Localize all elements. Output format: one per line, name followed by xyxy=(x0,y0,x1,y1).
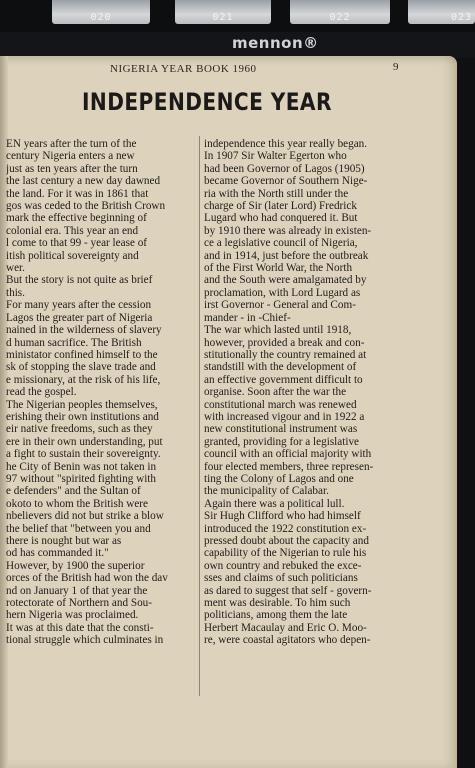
text-line: as dared to suggest that self - govern- xyxy=(204,584,372,597)
text-line: ment was desirable. To him such xyxy=(204,597,351,610)
right-column xyxy=(204,138,436,647)
running-head: NIGERIA YEAR BOOK 1960 xyxy=(110,63,257,75)
text-line: an effective government difficult to xyxy=(204,373,363,386)
text-line: gos was ceded to the British Crown xyxy=(6,200,166,213)
text-line: the last century a new day dawned xyxy=(6,175,161,188)
text-line: the belief that "between you and xyxy=(6,522,151,535)
text-line: ria with the North still under the xyxy=(204,187,349,200)
text-line: politicians, among them the late xyxy=(204,609,348,622)
text-line: organise. Soon after the war the xyxy=(204,386,347,399)
text-line: proclamation, with Lord Lugard as xyxy=(204,286,361,299)
text-line: century Nigeria enters a new xyxy=(6,150,135,163)
text-line: re, were coastal agitators who depen- xyxy=(204,634,371,647)
page-title: INDEPENDENCE YEAR xyxy=(82,88,332,116)
text-line: and the South were amalgamated by xyxy=(204,274,367,287)
text-line: ce a legislative council of Nigeria, xyxy=(204,237,358,250)
frame-number: 023 xyxy=(450,12,472,23)
text-line: The Nigerian peoples themselves, xyxy=(6,398,158,411)
page-number: 9 xyxy=(393,61,399,73)
text-line: d human sacrifice. The British xyxy=(6,336,142,349)
text-line: e defenders" and the Sultan of xyxy=(6,485,141,498)
text-line: and in 1914, just before the outbreak xyxy=(204,249,369,262)
text-line: nained in the wilderness of slavery xyxy=(6,324,162,337)
text-line: tional struggle which culminates in xyxy=(6,634,164,647)
film-strip xyxy=(0,0,475,32)
text-line: e missionary, at the risk of his life, xyxy=(6,373,161,386)
text-line: capability of the Nigerian to rule his xyxy=(204,547,367,560)
text-line: by 1910 there was already in existen- xyxy=(204,224,372,237)
text-line: nbelievers did not but strike a blow xyxy=(6,510,164,523)
text-line: four elected members, three represen- xyxy=(204,460,374,473)
text-line: colonial era. This year an end xyxy=(6,224,139,237)
text-line: sk of stopping the slave trade and xyxy=(6,361,156,374)
frame-number: 020 xyxy=(90,12,112,23)
text-line: Lagos the greater part of Nigeria xyxy=(6,311,153,324)
text-line: standstill with the development of xyxy=(204,361,357,374)
text-line: read the gospel. xyxy=(6,386,77,399)
text-line: charge of Sir (later Lord) Fredrick xyxy=(204,200,357,213)
text-line: there is nought but war as xyxy=(6,535,122,547)
text-line: It was at this date that the consti- xyxy=(6,621,154,634)
text-line: of the First World War, the North xyxy=(204,262,353,275)
text-line: orces of the British had won the dav xyxy=(6,572,168,585)
text-line: Again there was a political lull. xyxy=(204,497,345,510)
text-line: constitutional march was renewed xyxy=(204,398,357,411)
text-line: had been Governor of Lagos (1905) xyxy=(204,162,365,175)
text-line: new constitutional instrument was xyxy=(204,423,358,436)
text-line: But the story is not quite as brief xyxy=(6,274,153,287)
text-line: a fight to sustain their sovereignty. xyxy=(6,448,161,461)
text-line: ministator confined himself to the xyxy=(6,348,158,361)
film-frame xyxy=(52,0,150,24)
text-line: 97 without "spirited fighting with xyxy=(6,472,156,485)
text-line: itish political sovereignty and xyxy=(6,249,139,262)
text-line: became Governor of Southern Nige- xyxy=(204,175,368,188)
text-line: the municipality of Calabar. xyxy=(204,485,329,498)
frame-number: 021 xyxy=(212,12,234,23)
column-divider xyxy=(199,136,200,696)
text-line: he City of Benin was not taken in xyxy=(6,460,157,473)
text-line: Sir Hugh Clifford who had himself xyxy=(204,510,361,523)
text-line: For many years after the cession xyxy=(6,299,152,312)
text-line: mander - in -Chief- xyxy=(204,311,291,324)
frame-number: 022 xyxy=(329,12,351,23)
text-line: own country and rebuked the exce- xyxy=(204,559,362,572)
text-line: EN years after the turn of the xyxy=(6,138,137,150)
background-edge xyxy=(455,58,475,768)
left-column xyxy=(6,138,198,647)
text-line: Lugard who had conquered it. But xyxy=(204,212,358,225)
text-line: this. xyxy=(6,286,25,299)
text-line: introduced the 1922 constitution ex- xyxy=(204,522,367,535)
text-line: okoto to whom the British were xyxy=(6,497,149,510)
text-line: nd on January 1 of that year the xyxy=(6,584,148,597)
text-line: rotectorate of Northern and Sou- xyxy=(6,597,153,610)
text-line: granted, providing for a legislative xyxy=(204,435,360,448)
text-line: stitutionally the country remained at xyxy=(204,348,367,361)
text-line: In 1907 Sir Walter Egerton who xyxy=(204,150,347,163)
film-frame xyxy=(290,0,390,24)
text-line: However, by 1900 the superior xyxy=(6,559,145,572)
text-line: independence this year really began. xyxy=(204,138,368,150)
text-line: with increased vigour and in 1922 a xyxy=(204,410,365,423)
text-line: hern Nigeria was proclaimed. xyxy=(6,609,139,622)
text-line: council with an official majority with xyxy=(204,448,372,461)
text-line: irst Governor - General and Com- xyxy=(204,299,356,312)
text-line: mark the effective beginning of xyxy=(6,212,147,225)
text-line: sses and claims of such politicians xyxy=(204,572,358,585)
text-line: Herbert Macaulay and Eric O. Moo- xyxy=(204,621,367,634)
text-line: the land. For it was in 1861 that xyxy=(6,187,149,200)
text-line: eir native freedoms, such as they xyxy=(6,423,153,436)
text-line: however, provided a break and con- xyxy=(204,336,365,349)
text-line: l come to that 99 - year lease of xyxy=(6,237,148,250)
text-line: pressed doubt about the capacity and xyxy=(204,535,369,547)
text-line: ting the Colony of Lagos and one xyxy=(204,472,354,485)
text-line: just as ten years after the turn xyxy=(6,162,138,175)
text-line: ere in their own understanding, put xyxy=(6,435,163,448)
text-line: od has commanded it." xyxy=(6,547,109,560)
text-line: erishing their own institutions and xyxy=(6,410,159,423)
text-line: wer. xyxy=(6,262,25,275)
text-line: The war which lasted until 1918, xyxy=(204,324,352,337)
film-frame xyxy=(175,0,271,24)
scanner-brand-logo: mennon® xyxy=(232,34,319,52)
film-frame xyxy=(408,0,475,24)
